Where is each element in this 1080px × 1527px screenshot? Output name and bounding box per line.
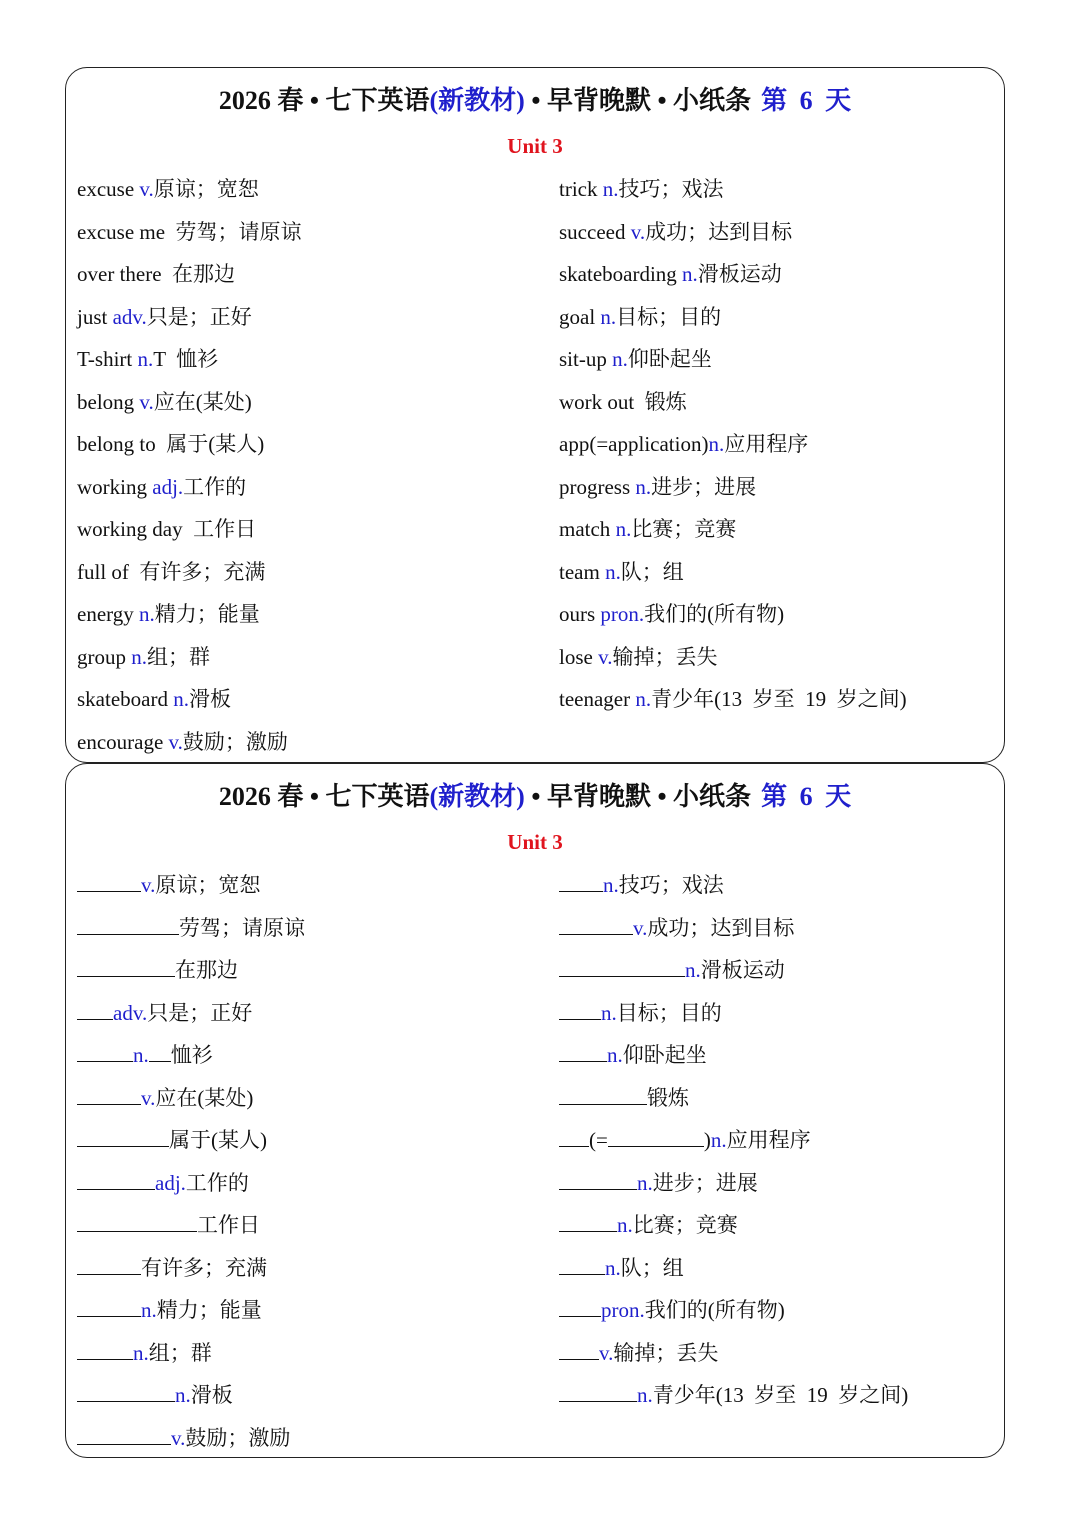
quiz-item: n.目标；目的 <box>559 998 908 1041</box>
vocab-item: energy n.精力；能量 <box>77 602 260 626</box>
vocab-item: working day 工作日 <box>77 517 257 541</box>
answer-blank[interactable] <box>559 1211 617 1232</box>
vocab-column-right <box>559 174 907 727</box>
vocab-item: excuse v.原谅；宽恕 <box>77 177 259 201</box>
quiz-item: v.成功；达到目标 <box>559 913 908 956</box>
answer-blank[interactable] <box>608 1126 704 1147</box>
quiz-item: 在那边 <box>77 955 305 998</box>
quiz-item: 工作日 <box>77 1210 305 1253</box>
card-title: 2026 春 • 七下英语(新教材) • 早背晚默 • 小纸条 第 6 天 <box>218 782 852 811</box>
day-label: 第 6 天 <box>761 782 852 811</box>
answer-blank[interactable] <box>559 1381 637 1402</box>
vocab-item: lose v.输掉；丢失 <box>559 644 718 669</box>
unit-label: Unit 3 <box>507 134 563 158</box>
vocab-item: work out 锻炼 <box>559 389 687 414</box>
answer-blank[interactable] <box>559 1296 601 1317</box>
vocab-item: full of 有许多；充满 <box>77 559 266 584</box>
answer-blank[interactable] <box>77 1084 141 1105</box>
vocab-item: over there 在那边 <box>77 262 236 286</box>
answer-blank[interactable] <box>77 871 141 892</box>
answer-blank[interactable] <box>77 956 175 977</box>
vocab-item: encourage v.鼓励；激励 <box>77 729 288 754</box>
answer-blank[interactable] <box>77 1381 175 1402</box>
vocab-item: just adv.只是；正好 <box>77 304 252 329</box>
study-card <box>65 67 1005 763</box>
quiz-item: n.滑板运动 <box>559 955 908 998</box>
quiz-column-left <box>77 870 305 1465</box>
quiz-item: n.队；组 <box>559 1253 908 1296</box>
answer-blank[interactable] <box>559 1084 647 1105</box>
vocab-item: teenager n.青少年(13 岁至 19 岁之间) <box>559 687 907 711</box>
quiz-item: n.滑板 <box>77 1380 305 1423</box>
quiz-item: n. 恤衫 <box>77 1040 305 1083</box>
quiz-item: v.鼓励；激励 <box>77 1423 305 1466</box>
vocab-item: team n.队；组 <box>559 559 684 584</box>
answer-blank[interactable] <box>559 1169 637 1190</box>
quiz-column-right <box>559 870 908 1423</box>
quiz-item: v.输掉；丢失 <box>559 1338 908 1381</box>
vocab-item: belong to 属于(某人) <box>77 432 265 456</box>
answer-blank[interactable] <box>559 1126 589 1147</box>
answer-blank[interactable] <box>77 1126 169 1147</box>
quiz-item: n.仰卧起坐 <box>559 1040 908 1083</box>
quiz-card <box>65 763 1005 1458</box>
answer-blank[interactable] <box>559 956 685 977</box>
vocab-item: working adj.工作的 <box>77 474 247 499</box>
answer-blank[interactable] <box>559 1254 605 1275</box>
vocab-item: succeed v.成功；达到目标 <box>559 219 793 244</box>
vocab-column-left <box>77 174 302 769</box>
answer-blank[interactable] <box>77 1211 197 1232</box>
quiz-item: n.组；群 <box>77 1338 305 1381</box>
vocab-item: T-shirt n.T 恤衫 <box>77 347 219 371</box>
answer-blank[interactable] <box>559 1041 607 1062</box>
answer-blank[interactable] <box>77 1254 141 1275</box>
quiz-item: n.进步；进展 <box>559 1168 908 1211</box>
quiz-item: 劳驾；请原谅 <box>77 913 305 956</box>
quiz-item: 属于(某人) <box>77 1125 305 1168</box>
answer-blank[interactable] <box>77 914 179 935</box>
vocab-item: ours pron.我们的(所有物) <box>559 602 785 626</box>
vocab-item: excuse me 劳驾；请原谅 <box>77 219 302 244</box>
vocab-item: trick n.技巧；戏法 <box>559 177 724 201</box>
answer-blank[interactable] <box>77 1296 141 1317</box>
vocab-item: group n.组；群 <box>77 644 210 669</box>
answer-blank[interactable] <box>149 1041 171 1062</box>
quiz-item: v.原谅；宽恕 <box>77 870 305 913</box>
quiz-item: 有许多；充满 <box>77 1253 305 1296</box>
answer-blank[interactable] <box>559 999 601 1020</box>
vocab-item: skateboarding n.滑板运动 <box>559 262 782 286</box>
answer-blank[interactable] <box>77 1424 171 1445</box>
quiz-item: adj.工作的 <box>77 1168 305 1211</box>
vocab-item: sit-up n.仰卧起坐 <box>559 347 712 371</box>
quiz-item: n.比赛；竞赛 <box>559 1210 908 1253</box>
answer-blank[interactable] <box>559 914 633 935</box>
card-title: 2026 春 • 七下英语(新教材) • 早背晚默 • 小纸条 第 6 天 <box>218 86 852 115</box>
quiz-item: pron.我们的(所有物) <box>559 1295 908 1338</box>
quiz-item: n.精力；能量 <box>77 1295 305 1338</box>
vocab-item: match n.比赛；竞赛 <box>559 517 737 541</box>
answer-blank[interactable] <box>559 1339 599 1360</box>
answer-blank[interactable] <box>77 1339 133 1360</box>
quiz-item: n.青少年(13 岁至 19 岁之间) <box>559 1380 908 1423</box>
vocab-item: skateboard n.滑板 <box>77 687 231 711</box>
answer-blank[interactable] <box>77 999 113 1020</box>
vocab-item: progress n.进步；进展 <box>559 474 757 499</box>
answer-blank[interactable] <box>559 871 603 892</box>
answer-blank[interactable] <box>77 1169 155 1190</box>
quiz-item: adv.只是；正好 <box>77 998 305 1041</box>
answer-blank[interactable] <box>77 1041 133 1062</box>
day-label: 第 6 天 <box>761 86 852 115</box>
quiz-item: 锻炼 <box>559 1083 908 1126</box>
quiz-item: (= )n.应用程序 <box>559 1125 908 1168</box>
quiz-item: v.应在(某处) <box>77 1083 305 1126</box>
vocab-item: belong v.应在(某处) <box>77 389 252 414</box>
vocab-item: app(=application)n.应用程序 <box>559 432 809 456</box>
vocab-item: goal n.目标；目的 <box>559 304 722 329</box>
quiz-item: n.技巧；戏法 <box>559 870 908 913</box>
unit-label: Unit 3 <box>507 830 563 854</box>
